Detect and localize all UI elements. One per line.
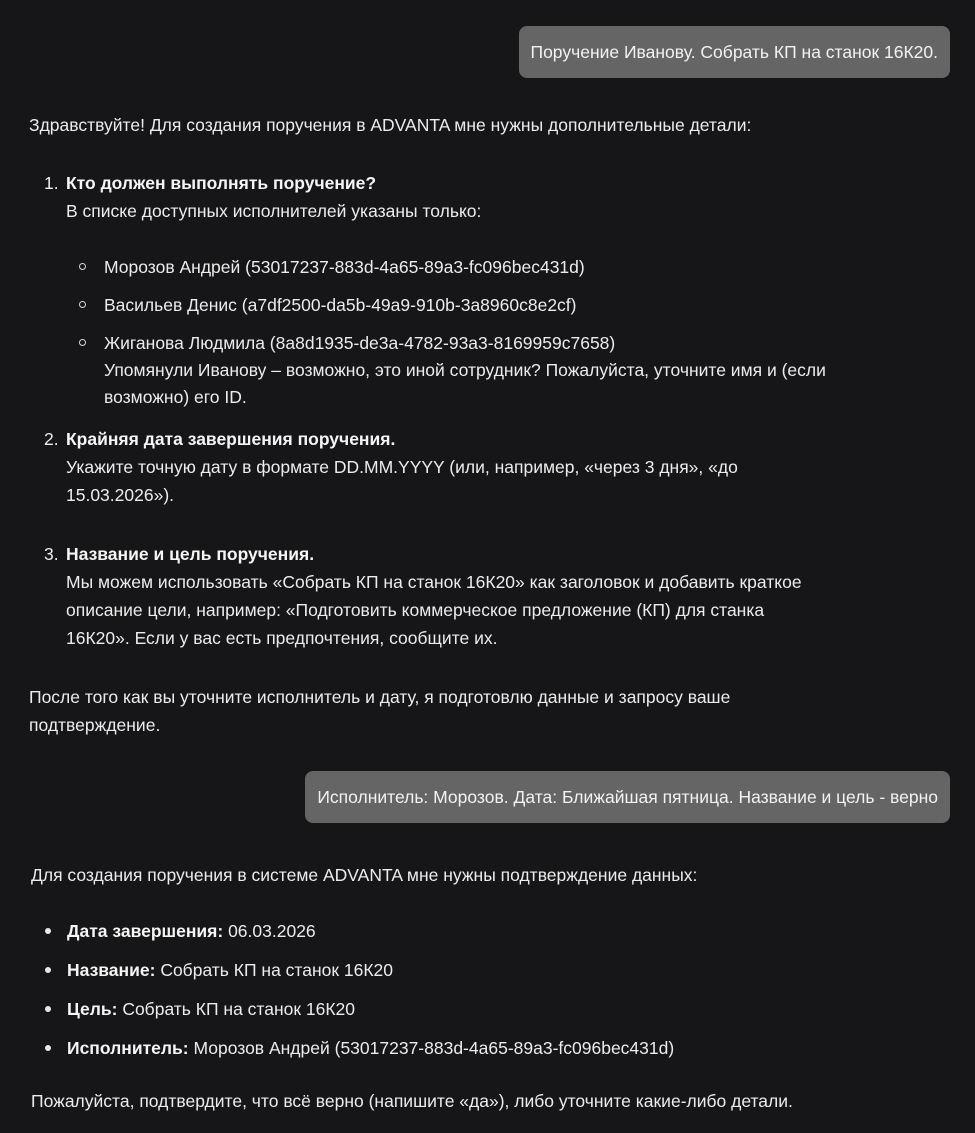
bullet-circle-icon: [79, 263, 86, 270]
user-message-bubble: [519, 26, 951, 78]
confirmation-item: Исполнитель: Морозов Андрей (53017237-883d-4a65-89a3-fc096bec431d): [67, 1038, 675, 1058]
assistant-outro: Пожалуйста, подтвердите, что всё верно (напишите «да»), либо уточните какие-либо детали.: [31, 1091, 793, 1111]
list-number: 1.: [44, 173, 59, 193]
confirmation-item: Дата завершения: 06.03.2026: [67, 921, 316, 941]
user-message-text: Исполнитель: Морозов. Дата: Ближайшая пятница. Название и цель - верно: [317, 787, 938, 807]
assistant-outro: подтверждение.: [29, 715, 161, 735]
assistant-intro: Для создания поручения в системе ADVANTA мне нужны подтверждение данных:: [31, 865, 698, 885]
question-text: Укажите точную дату в формате DD.MM.YYYY (или, например, «через 3 дня», «до: [66, 457, 738, 477]
bullet-circle-icon: [79, 339, 86, 346]
confirmation-item: Название: Собрать КП на станок 16К20: [67, 960, 394, 980]
bullet-dot-icon: [45, 1006, 51, 1012]
assistant-outro: После того как вы уточните исполнитель и дату, я подготовлю данные и запросу ваше: [29, 687, 731, 707]
confirmation-item: Цель: Собрать КП на станок 16К20: [67, 999, 356, 1019]
bullet-dot-icon: [45, 928, 51, 934]
question-text: В списке доступных исполнителей указаны только:: [66, 201, 482, 221]
bullet-circle-icon: [79, 301, 86, 308]
bullet-dot-icon: [45, 967, 51, 973]
question-title: Крайняя дата завершения поручения.: [66, 429, 396, 449]
question-text: 15.03.2026»).: [66, 485, 175, 505]
question-title: Название и цель поручения.: [66, 544, 315, 564]
executor-item: Морозов Андрей (53017237-883d-4a65-89a3-fc096bec431d): [104, 257, 585, 277]
executor-item: Жиганова Людмила (8a8d1935-de3a-4782-93a3-8169959c7658): [104, 333, 616, 353]
user-message-text: Поручение Иванову. Собрать КП на станок 16К20.: [530, 42, 938, 62]
list-number: 2.: [44, 429, 59, 449]
executor-item: Васильев Денис (a7df2500-da5b-49a9-910b-3a8960c8e2cf): [104, 295, 577, 315]
question-text: Мы можем использовать «Собрать КП на станок 16К20» как заголовок и добавить краткое: [66, 572, 802, 592]
executor-note: возможно) его ID.: [104, 387, 247, 407]
question-text: описание цели, например: «Подготовить коммерческое предложение (КП) для станка: [66, 600, 765, 620]
user-message-bubble: [305, 771, 950, 823]
list-number: 3.: [44, 544, 59, 564]
question-title: Кто должен выполнять поручение?: [66, 173, 377, 193]
assistant-intro: Здравствуйте! Для создания поручения в ADVANTA мне нужны дополнительные детали:: [29, 115, 752, 135]
question-text: 16К20». Если у вас есть предпочтения, сообщите их.: [66, 628, 498, 648]
executor-note: Упомянули Иванову – возможно, это иной сотрудник? Пожалуйста, уточните имя и (если: [104, 360, 826, 380]
bullet-dot-icon: [45, 1045, 51, 1051]
